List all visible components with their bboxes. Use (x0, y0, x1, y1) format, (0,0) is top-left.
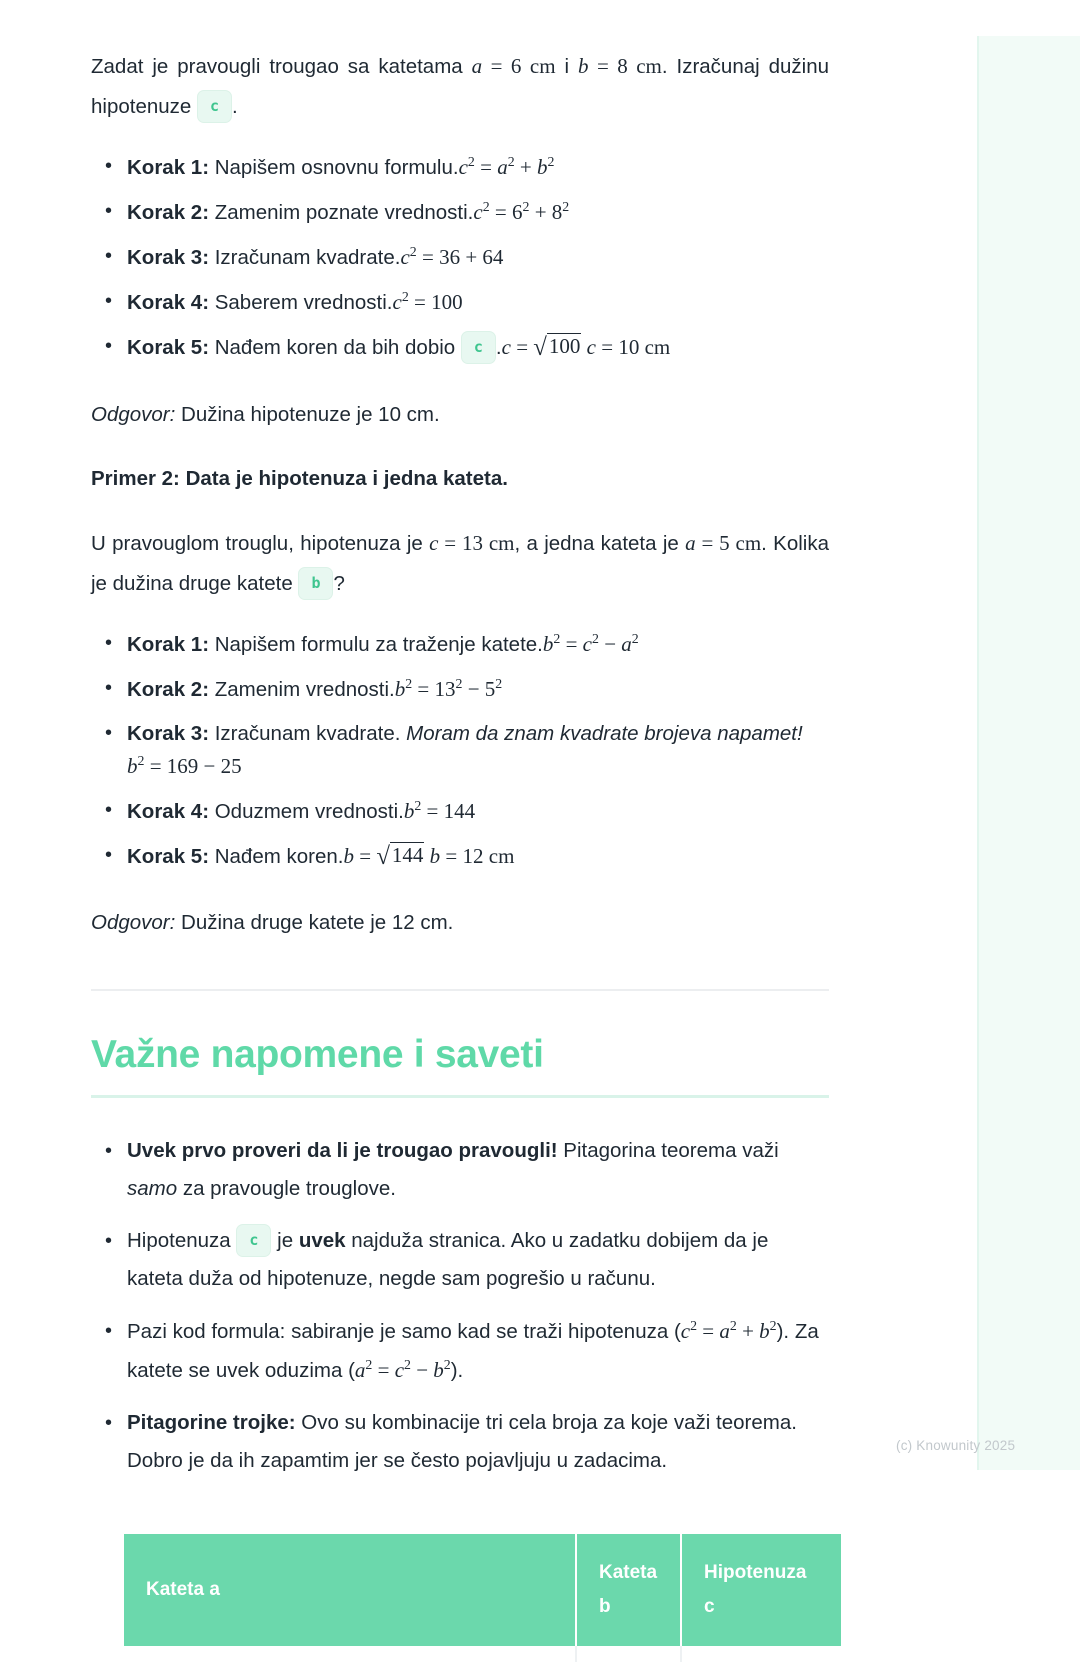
tip-strong: Uvek prvo proveri da li je trougao pravougli! (127, 1139, 558, 1163)
step-math: $c^2 = a^2 + b^2$ (458, 154, 555, 179)
list-item (127, 718, 829, 783)
list-item (127, 673, 829, 706)
example2-steps-list (91, 628, 829, 873)
step-emphasis: Moram da znam kvadrate brojeva napamet! (406, 722, 803, 746)
table-body (124, 1646, 841, 1662)
step-label: Korak 3: (127, 246, 210, 269)
tip-text: ). Za katete se uvek oduzima ( (127, 1320, 819, 1383)
step-math: $b^2 = 13^2 - 5^2$ (394, 676, 503, 702)
table-header-hipotenuza-c (681, 1534, 841, 1646)
step-text: Zamenim vrednosti. (209, 678, 395, 702)
example2-answer (91, 903, 829, 943)
step-label: Korak 4: (127, 800, 210, 824)
list-item (127, 1404, 829, 1480)
example1-intro-text-1: Zadat je pravougli trougao sa katetama (91, 55, 472, 78)
step-label: Korak 2: (127, 201, 210, 224)
code-badge-c[interactable]: c (461, 331, 496, 364)
example1-intro-text-4: . (232, 95, 238, 118)
tip-text: je (271, 1229, 299, 1253)
answer-text: Dužina druge katete je 12 cm. (175, 911, 454, 935)
step-text: Zamenim poznate vrednosti. (209, 201, 474, 224)
step-text-after: . (495, 336, 502, 359)
step-label: Korak 1: (127, 633, 210, 657)
step-text: Izračunam kvadrate. (209, 246, 401, 269)
header-line-1: Kateta a (146, 1579, 220, 1601)
example1-intro-math-a: a = 6 cm (471, 54, 556, 78)
step-math: b = √144 b = 12 cm (343, 843, 515, 871)
example2-intro-paragraph (91, 523, 829, 604)
step-math: $b^2 = c^2 - a^2$ (542, 631, 639, 657)
page-title: Važne napomene i saveti (91, 1033, 544, 1077)
tip-math-hypotenuse: $c^2 = a^2 + b^2$ (680, 1318, 777, 1344)
list-item (127, 1132, 829, 1208)
tip-italic: samo (127, 1177, 178, 1201)
watermark: (c) Knowunity 2025 (896, 1438, 1016, 1453)
step-math: $c^2 = 36 + 64$ (400, 244, 504, 269)
example2-intro-math-c: c = 13 cm (429, 531, 515, 556)
notes-tips-list (91, 1132, 829, 1480)
step-label: Korak 4: (127, 291, 210, 314)
tip-text: Pazi kod formula: sabiranje je samo kad se traži hipotenuza ( (127, 1320, 681, 1344)
step-text: Nađem koren. (209, 845, 344, 869)
example1-answer (91, 395, 829, 435)
right-edge-decorative-strip (977, 36, 1080, 1470)
list-item (127, 241, 829, 274)
tip-math-leg: $a^2 = c^2 - b^2$ (354, 1357, 451, 1383)
header-line-2: c (704, 1596, 715, 1618)
step-label: Korak 5: (127, 336, 210, 359)
example2-intro-text-2: , a jedna kateta je (514, 532, 686, 556)
step-text: Izračunam kvadrate. (209, 722, 407, 746)
list-item (127, 151, 829, 184)
header-line-1: Kateta (599, 1562, 658, 1584)
code-badge-c[interactable]: c (197, 90, 232, 123)
table-cell (124, 1646, 576, 1662)
example1-intro-text-3: . Izračunaj dužinu hipotenuze (91, 55, 830, 118)
example2-intro-text-1: U pravouglom trouglu, hipotenuza je (91, 532, 430, 556)
example2-heading-text: Primer 2: Data je hipotenuza i jedna kateta. (91, 467, 508, 491)
step-text: Napišem osnovnu formulu. (209, 156, 459, 179)
list-item (127, 840, 829, 873)
example2-intro-text-3: . Kolika je dužina druge katete (91, 532, 829, 596)
example2-heading (91, 459, 829, 499)
step-text: Napišem formulu za traženje katete. (209, 633, 543, 657)
step-math: $b^2 = 144$ (403, 798, 476, 824)
step-label: Korak 3: (127, 722, 210, 746)
tip-text: Ovo su kombinacije tri cela broja za koje važi teorema. Dobro je da ih zapamtim jer se često pojavljuju u zadacima. (127, 1411, 797, 1473)
answer-label: Odgovor: (91, 403, 176, 427)
example2-intro-math-a: a = 5 cm (685, 531, 762, 556)
table-cell (576, 1646, 681, 1662)
tip-strong: uvek (298, 1229, 346, 1253)
table-header-kateta-a (124, 1534, 576, 1646)
header-line-2: b (599, 1596, 611, 1618)
example1-intro-paragraph (91, 46, 829, 127)
code-badge-c[interactable]: c (236, 1224, 271, 1257)
list-item (127, 1312, 829, 1390)
example1-intro-text-2: i (555, 55, 578, 78)
step-text: Saberem vrednosti. (209, 291, 393, 314)
tip-text: Pitagorina teorema važi (557, 1139, 779, 1163)
step-math: c = √100 c = 10 cm (501, 334, 671, 361)
tip-text: najduža stranica. Ako u zadatku dobijem da je kateta duža od hipotenuze, negde sam pogrešio u računu. (127, 1229, 769, 1291)
step-label: Korak 2: (127, 678, 210, 702)
example2-intro-text-4: ? (333, 572, 345, 596)
step-text: Nađem koren da bih dobio (209, 336, 461, 359)
table-cell (681, 1646, 841, 1662)
list-item (127, 286, 829, 319)
example1-intro-math-b: b = 8 cm (577, 54, 662, 78)
step-label: Korak 1: (127, 156, 210, 179)
header-line-1: Hipotenuza (704, 1562, 807, 1584)
table-row (124, 1534, 841, 1646)
table-header (124, 1534, 841, 1646)
list-item (127, 196, 829, 229)
step-text: Oduzmem vrednosti. (209, 800, 404, 824)
table-header-kateta-b (576, 1534, 681, 1646)
step-label: Korak 5: (127, 845, 210, 869)
table-row (124, 1646, 841, 1662)
example1-steps-list (91, 151, 829, 365)
list-item (127, 628, 829, 661)
answer-text: Dužina hipotenuze je 10 cm. (175, 403, 440, 427)
answer-label: Odgovor: (91, 911, 176, 935)
step-math: $b^2 = 169 - 25$ (127, 753, 242, 779)
tip-strong: Pitagorine trojke: (127, 1411, 296, 1435)
list-item (127, 795, 829, 828)
code-badge-b[interactable]: b (298, 567, 333, 600)
pythagorean-triples-table (124, 1534, 841, 1662)
tip-text: Hipotenuza (127, 1229, 237, 1253)
list-item (127, 1222, 829, 1298)
document-content (91, 46, 829, 1662)
list-item (127, 331, 829, 365)
tip-text: ). (450, 1359, 464, 1383)
tip-text: za pravougle trouglove. (177, 1177, 396, 1201)
step-math: $c^2 = 6^2 + 8^2$ (473, 199, 570, 224)
step-math: $c^2 = 100$ (392, 289, 463, 314)
